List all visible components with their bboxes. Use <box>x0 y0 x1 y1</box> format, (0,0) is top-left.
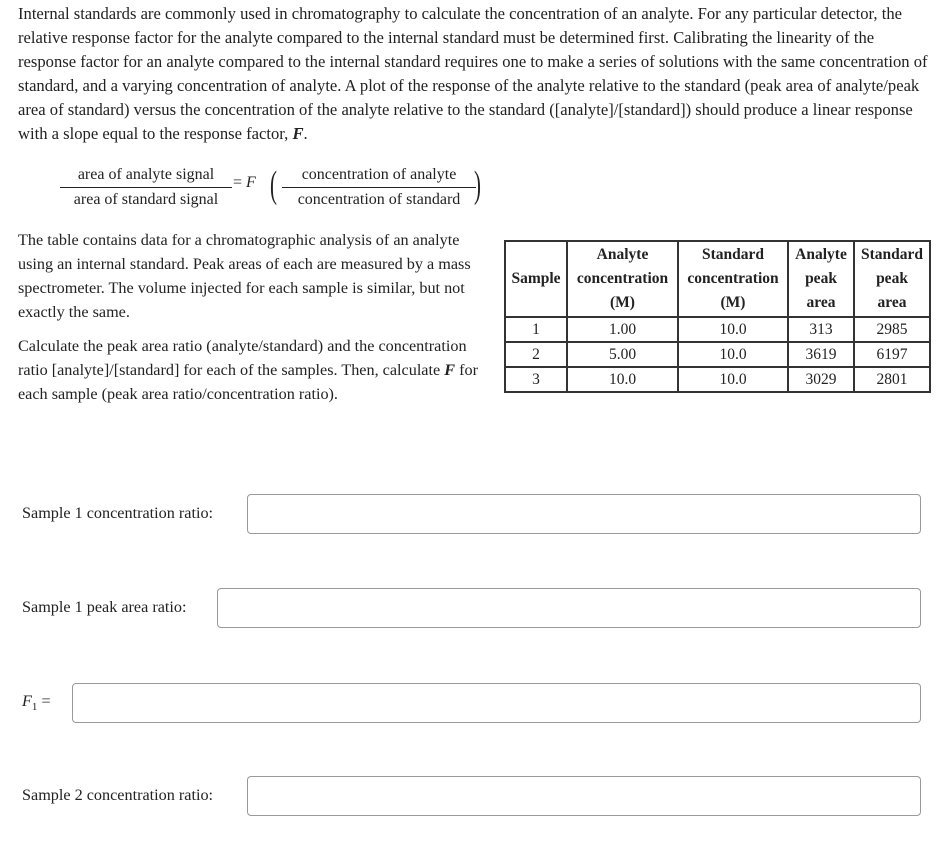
header-sample <box>505 241 567 317</box>
f1-label <box>22 692 51 713</box>
chromatography-data-table <box>504 240 931 393</box>
instructions <box>18 334 480 406</box>
table-cell: 10.0 <box>678 367 788 392</box>
table-cell: 6197 <box>854 342 930 367</box>
header-line: peak <box>805 270 837 287</box>
intro-end: . <box>303 124 308 143</box>
intro-f-symbol: F <box>292 124 304 143</box>
area-ratio-denominator: area of standard signal <box>73 191 219 208</box>
table-cell: 5.00 <box>567 342 678 367</box>
sample-2-concentration-ratio-label: Sample 2 concentration ratio: <box>22 786 214 804</box>
concentration-ratio-fraction <box>282 163 476 212</box>
equals-f <box>233 174 256 192</box>
table-cell: 10.0 <box>567 367 678 392</box>
table-cell: 2985 <box>854 317 930 342</box>
intro-text: Internal standards are commonly used in chromatography to calculate the concentration of an analyte. For any particular detector, the relative response factor for the analyte compared to the internal standard must be determined first. Calibrating the linearity of the response factor for an analyte compared to the internal standard requires one to make a series of solutions with the same concentration of standard, and a varying concentration of analyte. A plot of the response of the analyte relative to the standard (peak area of analyte/peak area of standard) versus the concentration of the analyte relative to the standard ([analyte]/[standard]) should produce a linear response with a slope equal to the response factor, <box>18 4 928 143</box>
equals-sign: = <box>233 174 243 191</box>
factor-f: F <box>246 174 256 191</box>
sample-1-peak-area-ratio-label: Sample 1 peak area ratio: <box>22 598 187 616</box>
open-paren: ( <box>270 164 277 206</box>
table-description: The table contains data for a chromatographic analysis of an analyte using an internal standard. Peak areas of each are measured by a mass spectrometer. The volume injected for each sample is similar, but not exactly the same. <box>18 231 471 321</box>
instructions-text-end: for each sample (peak area ratio/concentration ratio). <box>18 361 478 403</box>
table-header-row <box>505 241 930 317</box>
header-line: area <box>806 294 836 311</box>
table-cell: 2801 <box>854 367 930 392</box>
sample-1-concentration-ratio-label: Sample 1 concentration ratio: <box>22 504 214 522</box>
area-ratio-numerator: area of analyte signal <box>60 163 232 188</box>
f1-input[interactable] <box>72 683 921 723</box>
instructions-f-symbol: F <box>444 361 456 379</box>
header-line: Analyte <box>795 246 847 263</box>
response-factor-equation <box>60 163 500 213</box>
header-line: peak <box>876 270 908 287</box>
close-paren: ) <box>474 164 481 206</box>
header-sample-label: Sample <box>511 270 561 287</box>
header-line: (M) <box>720 294 746 311</box>
header-analyte-peak-area <box>788 241 854 317</box>
table-row <box>505 367 930 392</box>
f1-equals: = <box>41 692 51 710</box>
f1-subscript: 1 <box>31 701 38 714</box>
sample-1-peak-area-ratio-input[interactable] <box>217 588 921 628</box>
table-row <box>505 317 930 342</box>
table-cell: 313 <box>788 317 854 342</box>
instructions-text: Calculate the peak area ratio (analyte/standard) and the concentration ratio [analyte]/[standard] for each of the samples. Then, calculate <box>18 337 467 379</box>
table-row <box>505 342 930 367</box>
f1-variable: F <box>22 692 32 710</box>
header-line: Standard <box>701 246 765 263</box>
table-cell: 10.0 <box>678 342 788 367</box>
table-cell: 3 <box>505 367 567 392</box>
table-cell: 3619 <box>788 342 854 367</box>
table-cell: 1 <box>505 317 567 342</box>
table-cell: 1.00 <box>567 317 678 342</box>
header-line: Standard <box>860 246 924 263</box>
intro-paragraph <box>18 2 930 146</box>
header-standard-peak-area <box>854 241 930 317</box>
header-line: Analyte <box>596 246 649 263</box>
table-cell: 3029 <box>788 367 854 392</box>
concentration-ratio-denominator: concentration of standard <box>297 191 461 208</box>
table-cell: 10.0 <box>678 317 788 342</box>
concentration-ratio-numerator: concentration of analyte <box>282 163 476 188</box>
header-analyte-concentration <box>567 241 678 317</box>
sample-1-concentration-ratio-input[interactable] <box>247 494 921 534</box>
header-line: area <box>877 294 907 311</box>
header-line: concentration <box>576 270 669 287</box>
sample-2-concentration-ratio-input[interactable] <box>247 776 921 816</box>
area-ratio-fraction <box>60 163 232 212</box>
table-cell: 2 <box>505 342 567 367</box>
header-standard-concentration <box>678 241 788 317</box>
header-line: concentration <box>687 270 779 287</box>
header-line: (M) <box>610 294 635 311</box>
